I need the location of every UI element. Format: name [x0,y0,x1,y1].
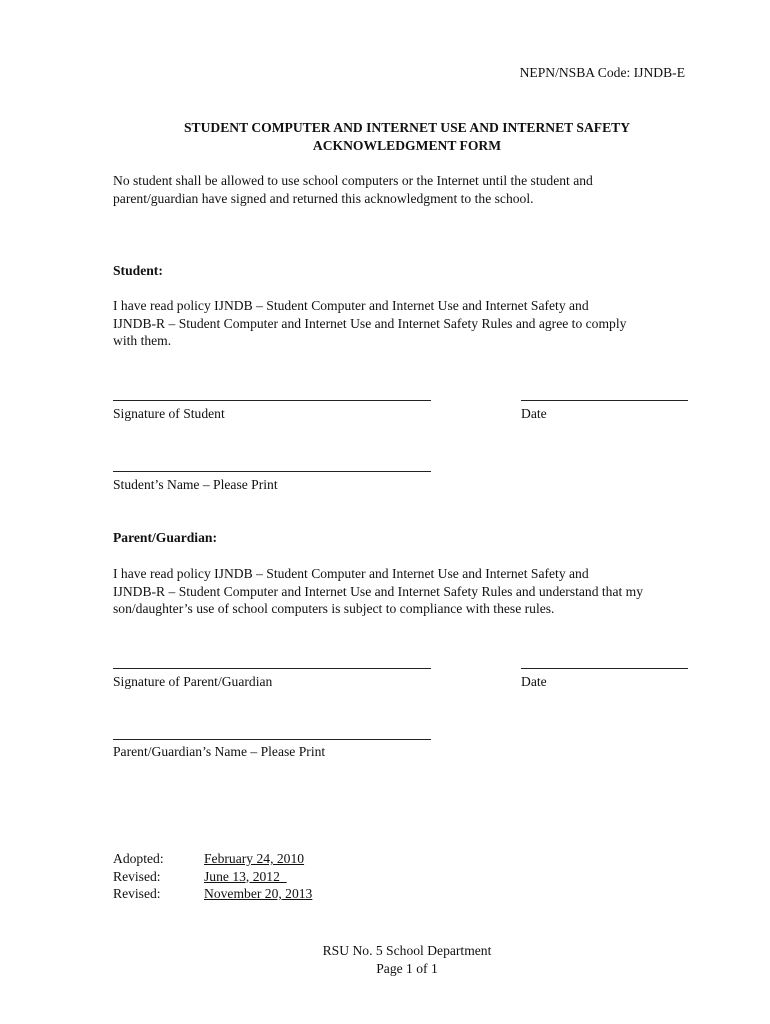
parent-date-line[interactable] [521,668,688,669]
student-statement-line-1: I have read policy IJNDB – Student Computer and Internet Use and Internet Safety and [113,298,589,313]
parent-heading: Parent/Guardian: [113,530,217,545]
student-signature-line[interactable] [113,400,431,401]
history-row [113,885,312,903]
student-date-line[interactable] [521,400,688,401]
parent-name-line[interactable] [113,739,431,740]
student-signature-label: Signature of Student [113,406,225,421]
form-title-line-1: STUDENT COMPUTER AND INTERNET USE AND INTERNET SAFETY [183,120,631,135]
history-row [113,868,312,886]
student-date-label: Date [521,406,547,421]
parent-signature-label: Signature of Parent/Guardian [113,674,273,689]
page-footer [0,942,770,977]
student-statement-line-2: IJNDB-R – Student Computer and Internet Use and Internet Safety Rules and agree to comply [113,315,627,331]
intro-line-2: parent/guardian have signed and returned this acknowledgment to the school. [113,190,534,206]
history-row [113,850,312,868]
student-name-line[interactable] [113,471,431,472]
form-title-line-2: ACKNOWLEDGMENT FORM [312,137,502,153]
student-statement [113,297,713,350]
student-name-label: Student’s Name – Please Print [113,477,278,492]
history-label: Adopted: [113,851,164,866]
footer-page-number: Page 1 of 1 [376,960,438,976]
parent-statement-line-1: I have read policy IJNDB – Student Computer and Internet Use and Internet Safety and [113,566,589,581]
parent-statement-line-3: son/daughter’s use of school computers is subject to compliance with these rules. [113,601,555,616]
policy-code: NEPN/NSBA Code: IJNDB-E [519,65,685,80]
intro-paragraph [113,172,713,207]
parent-signature-line[interactable] [113,668,431,669]
parent-statement [113,565,733,618]
history-label: Revised: [113,886,161,901]
history-label: Revised: [113,868,161,884]
intro-line-1: No student shall be allowed to use school computers or the Internet until the student and [113,173,593,188]
student-heading: Student: [113,263,163,278]
history-date: November 20, 2013 [204,886,313,901]
footer-department: RSU No. 5 School Department [322,943,492,958]
parent-date-label: Date [521,674,547,689]
adoption-history [113,850,312,903]
form-title [113,119,701,154]
history-date: February 24, 2010 [204,851,305,866]
student-statement-line-3: with them. [113,333,172,348]
parent-statement-line-2: IJNDB-R – Student Computer and Internet Use and Internet Safety Rules and understand that my [113,583,644,599]
history-date: June 13, 2012 [204,868,287,884]
parent-name-label: Parent/Guardian’s Name – Please Print [113,744,326,759]
